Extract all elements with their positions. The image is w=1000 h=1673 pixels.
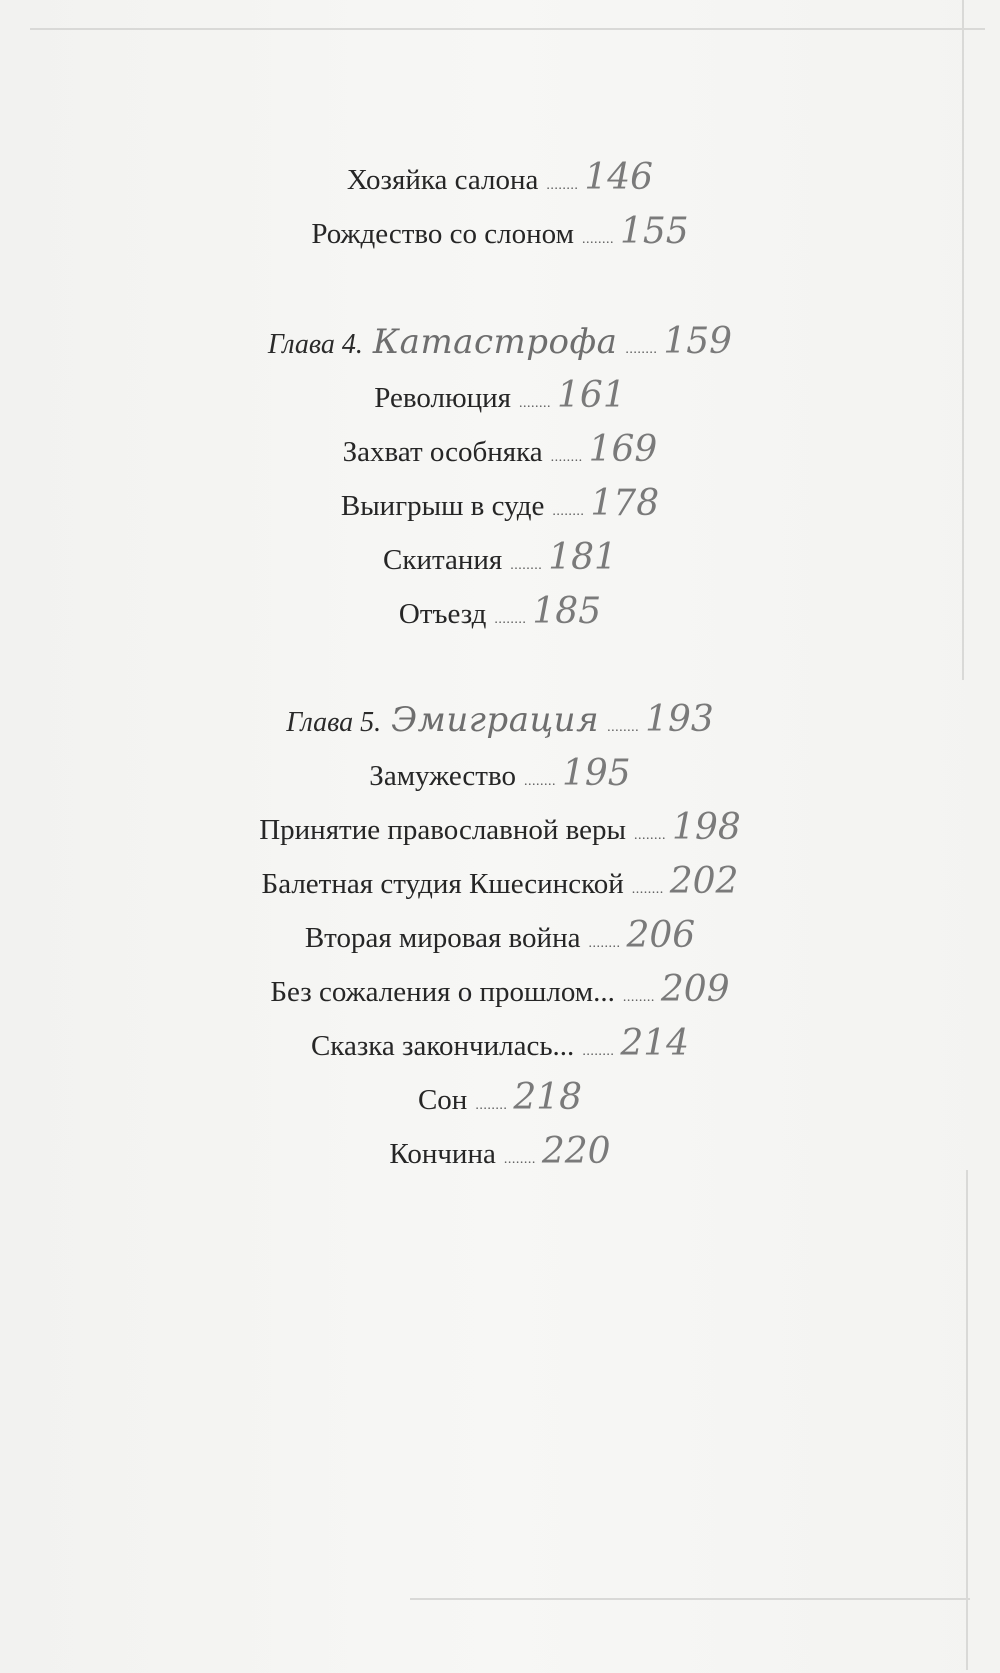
toc-leader: ........ [588, 936, 621, 951]
toc-entry-title: Замужество [369, 760, 516, 792]
toc-leader: ........ [634, 828, 667, 843]
toc-page-number: 195 [561, 753, 631, 794]
toc-chapter-entry [0, 688, 1000, 740]
toc-leader: ........ [582, 1044, 615, 1059]
toc-leader: ........ [552, 504, 585, 519]
toc-entry [0, 146, 1000, 198]
toc-leader: ........ [475, 1098, 508, 1113]
toc-chapter-entry [0, 310, 1000, 362]
toc-entry [0, 1066, 1000, 1118]
toc-page-number: 198 [672, 807, 741, 848]
toc-entry [0, 200, 1000, 252]
toc-entry-title: Кончина [389, 1138, 496, 1170]
toc-page-number: 169 [588, 429, 658, 470]
toc-leader: ........ [631, 882, 664, 897]
toc-entry-title: Выигрыш в суде [340, 490, 545, 522]
toc-leader: ........ [581, 232, 614, 247]
toc-page-number: 155 [619, 211, 689, 252]
toc-page-number: 181 [548, 537, 617, 578]
toc-entry-title: Без сожаления о прошлом... [270, 976, 615, 1008]
toc-entry [0, 1012, 1000, 1064]
toc-page-number: 220 [541, 1131, 611, 1172]
toc-entry-title: Балетная студия Кшесинской [261, 868, 624, 900]
toc-entry [0, 796, 1000, 848]
toc-entry [0, 742, 1000, 794]
toc-page-number: 214 [620, 1023, 690, 1064]
page-edge-bottom [410, 1598, 970, 1600]
toc-leader: ........ [519, 396, 552, 411]
toc-page-number: 206 [626, 915, 696, 956]
toc-entry [0, 364, 1000, 416]
chapter-title: Эмиграция [391, 700, 600, 740]
toc-page-number: 193 [645, 699, 714, 740]
toc-entry-title: Сон [417, 1084, 468, 1116]
toc-entry-title: Хозяйка салона [346, 164, 539, 196]
toc-entry [0, 904, 1000, 956]
toc-page-number: 146 [584, 157, 654, 198]
toc-page-number: 185 [532, 591, 602, 632]
toc-entry-title: Скитания [383, 544, 503, 576]
toc-leader: ........ [503, 1152, 536, 1167]
chapter-label: Глава 5. [286, 707, 382, 738]
toc-leader: ........ [523, 774, 556, 789]
toc-entry-title: Принятие православной веры [259, 814, 627, 846]
toc-page-number: 178 [590, 483, 660, 524]
toc-leader: ........ [625, 342, 658, 357]
toc-page-number: 202 [669, 861, 739, 902]
toc-entry-title: Рождество со слоном [311, 218, 574, 250]
toc-entry-title: Сказка закончилась... [310, 1030, 575, 1062]
toc-entry-title: Захват особняка [342, 436, 543, 468]
page-edge-right-lower [966, 1170, 968, 1670]
toc-page-number: 209 [660, 969, 730, 1010]
toc-leader: ........ [546, 178, 579, 193]
toc-page-number: 161 [557, 375, 626, 416]
toc-entry [0, 526, 1000, 578]
toc-entry [0, 850, 1000, 902]
toc-leader: ........ [510, 558, 543, 573]
toc-page-number: 218 [513, 1077, 583, 1118]
chapter-title: Катастрофа [372, 322, 618, 362]
toc-entry [0, 1120, 1000, 1172]
page-edge-top [30, 28, 985, 30]
toc-entry [0, 418, 1000, 470]
toc-page-number: 159 [663, 321, 733, 362]
toc-leader: ........ [607, 720, 640, 735]
toc-leader: ........ [550, 450, 583, 465]
toc-entry-title: Отъезд [398, 598, 487, 630]
toc-leader: ........ [622, 990, 655, 1005]
toc-entry [0, 580, 1000, 632]
chapter-label: Глава 4. [267, 329, 363, 360]
toc-entry-title: Революция [374, 382, 512, 414]
toc-leader: ........ [494, 612, 527, 627]
toc-entry [0, 472, 1000, 524]
toc-entry [0, 958, 1000, 1010]
toc-entry-title: Вторая мировая война [304, 922, 581, 954]
